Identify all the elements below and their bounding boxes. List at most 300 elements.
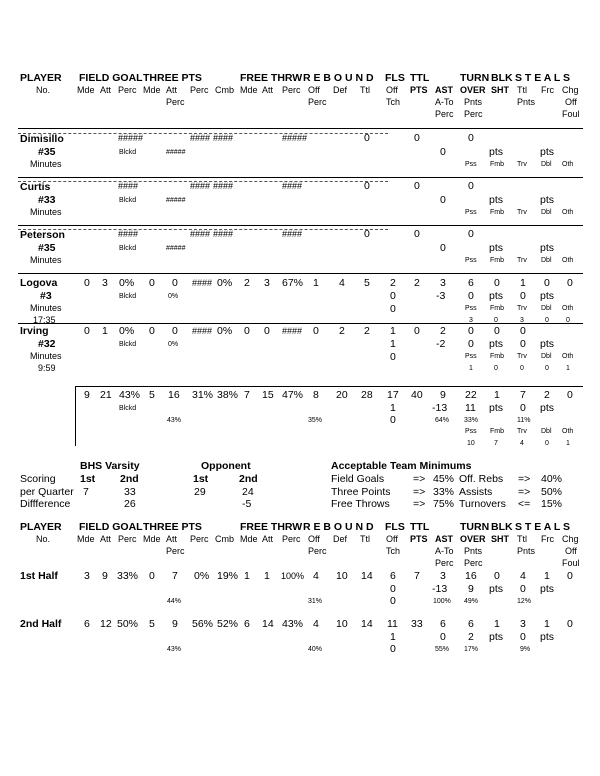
three-att-perc: ##### xyxy=(166,197,186,204)
charges: 0 xyxy=(567,389,573,401)
diff-half2: 26 xyxy=(124,498,136,510)
min-op: => xyxy=(413,498,426,510)
hdr-field-goal: FIELD GOAL xyxy=(79,72,143,84)
turnovers: 0 xyxy=(468,325,474,337)
pts-label: pts xyxy=(489,194,504,206)
to-perc: 33% xyxy=(464,417,479,424)
fg-perc: 50% xyxy=(117,618,139,630)
ft-att: 3 xyxy=(264,277,270,289)
ast-to: 0 xyxy=(440,194,446,206)
hdr-rebound: R E B O U N D xyxy=(303,521,374,533)
pts-label-stl: pts xyxy=(540,338,555,350)
steals-frc: 0 xyxy=(544,277,550,289)
difference-label: Diffference xyxy=(20,498,71,510)
min-value2: 15% xyxy=(541,498,563,510)
sub-trv: Trv xyxy=(517,305,527,312)
to-perc: 49% xyxy=(464,598,479,605)
hdr-free-throw: FREE THRW xyxy=(240,521,303,533)
fouls-off: 1 xyxy=(390,631,396,643)
sub-oth: Oth xyxy=(562,305,574,312)
hdr-frc: Frc xyxy=(541,85,554,95)
steals-frc: 1 xyxy=(544,618,550,630)
fouls-tch: 0 xyxy=(390,595,396,607)
to-pnts: 9 xyxy=(468,583,474,595)
sub-trv-val: 4 xyxy=(520,440,524,447)
three-perc: #### xyxy=(190,181,211,191)
ft-att: 0 xyxy=(264,325,270,337)
minutes-label: Minutes xyxy=(30,351,62,361)
three-att: 0 xyxy=(172,325,178,337)
steals-ttl: 1 xyxy=(520,277,526,289)
hdr-pts: PTS xyxy=(410,534,428,544)
fouls-tch: 0 xyxy=(390,643,396,655)
fg-att: 3 xyxy=(102,277,108,289)
hdr-fls: FLS xyxy=(385,72,405,84)
hdr-att-ft: Att xyxy=(262,534,274,544)
three-att-perc: 44% xyxy=(167,598,182,605)
minutes-value: 17:35 xyxy=(33,315,56,325)
min-op: => xyxy=(413,486,426,498)
sub-pss: Pss xyxy=(465,428,477,435)
hdr-frc: Frc xyxy=(541,534,554,544)
reb-off: 4 xyxy=(313,618,319,630)
sub-fmb-val: 7 xyxy=(494,440,498,447)
turnovers: 0 xyxy=(468,180,474,192)
ast-to: -13 xyxy=(432,583,448,595)
hdr-off-fls: Off xyxy=(386,85,398,95)
pts-label: pts xyxy=(489,402,504,414)
hdr-perc-ast: Perc xyxy=(435,558,454,568)
hdr-tch: Tch xyxy=(386,546,401,556)
fouls: 11 xyxy=(387,618,398,630)
hdr-steals: S T E A L S xyxy=(515,72,571,84)
scoring-label: Scoring xyxy=(20,473,56,485)
hdr-ttl-reb: Ttl xyxy=(360,85,370,95)
hdr-mde: Mde xyxy=(77,534,95,544)
sub-pss: Pss xyxy=(465,209,477,216)
opp-half1-header: 1st xyxy=(193,473,209,485)
ft-mde: 0 xyxy=(244,325,250,337)
three-att: 16 xyxy=(168,389,180,401)
three-att-perc: 43% xyxy=(167,646,182,653)
sub-fmb: Fmb xyxy=(490,161,504,168)
hdr-mde3: Mde xyxy=(143,534,161,544)
hdr-no: No. xyxy=(36,85,51,95)
sub-dbl: Dbl xyxy=(541,353,552,360)
three-perc: #### xyxy=(192,278,213,288)
hdr-blk: BLK xyxy=(491,72,513,84)
blocks: 1 xyxy=(494,618,500,630)
player-number: #33 xyxy=(38,194,56,206)
ast-perc: 55% xyxy=(435,646,450,653)
min-value: 75% xyxy=(433,498,455,510)
pts-label-stl: pts xyxy=(540,242,555,254)
assists: 6 xyxy=(440,618,446,630)
sub-dbl: Dbl xyxy=(541,257,552,264)
hdr-sht: SHT xyxy=(491,534,509,544)
fouls-tch: 0 xyxy=(390,414,396,426)
stl-perc: 11% xyxy=(517,417,531,424)
turnovers: 16 xyxy=(465,570,477,582)
three-att: 9 xyxy=(172,618,178,630)
min-value2: 50% xyxy=(541,486,563,498)
ft-perc: #### xyxy=(282,181,303,191)
steals-frc: 1 xyxy=(544,570,550,582)
ttl-reb: 0 xyxy=(364,132,370,144)
ast-to: -3 xyxy=(436,290,446,302)
ft-perc: 100% xyxy=(281,571,305,581)
reb-ttl: 14 xyxy=(361,570,373,582)
hdr-ttl: TTL xyxy=(410,521,430,533)
fouls-off: 0 xyxy=(390,290,396,302)
hdr-a-to: A-To xyxy=(435,97,454,107)
hdr-over: OVER xyxy=(460,534,486,544)
hdr-player: PLAYER xyxy=(20,521,62,533)
min-label2: Assists xyxy=(459,486,493,498)
three-perc: 56% xyxy=(192,618,214,630)
sub-oth: Oth xyxy=(562,257,574,264)
pts-label-stl: pts xyxy=(540,402,555,414)
sub-dbl-val: 0 xyxy=(545,365,549,372)
hdr-ast: AST xyxy=(435,85,453,95)
ast-to: -2 xyxy=(436,338,446,350)
cmb-perc: 52% xyxy=(217,618,239,630)
sub-dbl: Dbl xyxy=(541,209,552,216)
sub-trv-val: 0 xyxy=(520,365,524,372)
hdr-att-ft: Att xyxy=(262,85,274,95)
sub-oth-val: 0 xyxy=(566,317,570,324)
ft-mde: 6 xyxy=(244,618,250,630)
three-att-perc: 0% xyxy=(168,341,179,348)
ft-mde: 1 xyxy=(244,570,250,582)
assists: 9 xyxy=(440,389,446,401)
cmb-perc: 19% xyxy=(217,570,239,582)
sub-dbl: Dbl xyxy=(541,161,552,168)
blocks: 1 xyxy=(494,389,500,401)
fg-perc: #### xyxy=(118,181,139,191)
fouls-off: 1 xyxy=(390,402,396,414)
hdr-perc-ast: Perc xyxy=(435,109,454,119)
hdr-att3: Att xyxy=(166,534,178,544)
sub-fmb-val: 0 xyxy=(494,317,498,324)
sub-pss: Pss xyxy=(465,305,477,312)
player-number: #35 xyxy=(38,146,56,158)
hdr-att: Att xyxy=(100,85,112,95)
ft-perc: 43% xyxy=(282,618,304,630)
hdr-perc-ft: Perc xyxy=(282,534,301,544)
hdr-tch: Tch xyxy=(386,97,401,107)
hdr-perc: Perc xyxy=(118,85,137,95)
blckd-label: Blckd xyxy=(119,149,137,156)
opp-diff-half2: -5 xyxy=(242,498,252,510)
pts-label-stl: pts xyxy=(540,146,555,158)
pts-label-stl: pts xyxy=(540,290,555,302)
reb-def: 20 xyxy=(336,389,348,401)
hdr-player: PLAYER xyxy=(20,72,62,84)
divider xyxy=(18,177,583,178)
per-quarter-label: per Quarter xyxy=(20,486,74,498)
ft-perc: #### xyxy=(282,326,303,336)
blocks: 0 xyxy=(494,325,500,337)
hdr-perc-to: Perc xyxy=(464,109,483,119)
reb-ttl: 5 xyxy=(364,277,370,289)
sub-trv: Trv xyxy=(517,161,527,168)
hdr-foul: Foul xyxy=(562,558,580,568)
sub-fmb: Fmb xyxy=(490,305,504,312)
fg-perc: ##### xyxy=(118,133,144,143)
pts-label-stl: pts xyxy=(540,583,555,595)
turnovers: 0 xyxy=(468,228,474,240)
three-mde: 5 xyxy=(149,389,155,401)
three-att-perc: 0% xyxy=(168,293,179,300)
opp-half1: 29 xyxy=(194,486,206,498)
ast-to: -13 xyxy=(432,402,448,414)
ft-perc: 67% xyxy=(282,277,304,289)
player-number: #32 xyxy=(38,338,56,350)
three-att: 0 xyxy=(172,277,178,289)
sub-pss-val: 1 xyxy=(469,365,473,372)
min-label2: Turnovers xyxy=(459,498,506,510)
sub-trv-val: 3 xyxy=(520,317,524,324)
hdr-off-perc: Perc xyxy=(308,97,327,107)
bhs-half1: 7 xyxy=(83,486,89,498)
three-perc: #### xyxy=(190,229,211,239)
stl-pnts: 0 xyxy=(520,631,526,643)
hdr-turn: TURN xyxy=(460,521,490,533)
fg-perc: 33% xyxy=(117,570,139,582)
blckd-label: Blckd xyxy=(119,341,137,348)
fg-mde: 3 xyxy=(84,570,90,582)
ft-perc: 47% xyxy=(282,389,304,401)
reb-def: 10 xyxy=(336,618,348,630)
sub-fmb: Fmb xyxy=(490,257,504,264)
cmb-perc: 0% xyxy=(217,325,233,337)
bhs-half2: 33 xyxy=(124,486,136,498)
hdr-ttl-stl: Ttl xyxy=(517,534,527,544)
half-label: 2nd Half xyxy=(20,618,62,630)
sub-oth: Oth xyxy=(562,353,574,360)
fg-mde: 9 xyxy=(84,389,90,401)
minutes-label: Minutes xyxy=(30,207,62,217)
hdr-mde3: Mde xyxy=(143,85,161,95)
fouls: 1 xyxy=(390,325,396,337)
fouls-off: 1 xyxy=(390,338,396,350)
ast-to: 0 xyxy=(440,146,446,158)
minutes-label: Minutes xyxy=(30,255,62,265)
half1-header: 1st xyxy=(80,473,96,485)
three-att-perc: ##### xyxy=(166,149,186,156)
sub-pss-val: 10 xyxy=(467,440,475,447)
hdr-perc-ft: Perc xyxy=(282,85,301,95)
divider xyxy=(18,323,583,324)
ft-mde: 7 xyxy=(244,389,250,401)
totals-divider xyxy=(75,386,583,387)
hdr-ttl: TTL xyxy=(410,72,430,84)
ft-perc: #### xyxy=(282,229,303,239)
hdr-fls: FLS xyxy=(385,521,405,533)
opp-half2: 24 xyxy=(242,486,254,498)
sub-oth: Oth xyxy=(562,209,574,216)
sub-pss-val: 3 xyxy=(469,317,473,324)
hdr-sht: SHT xyxy=(491,85,509,95)
fg-perc: 0% xyxy=(119,325,135,337)
sub-oth: Oth xyxy=(562,428,574,435)
min-label: Three Points xyxy=(331,486,391,498)
ast-to: 0 xyxy=(440,631,446,643)
steals-ttl: 4 xyxy=(520,570,526,582)
cmb-perc: #### xyxy=(213,181,234,191)
ttl-reb: 0 xyxy=(364,228,370,240)
totals-left-border xyxy=(75,386,76,446)
reb-off-perc: 31% xyxy=(308,598,323,605)
hdr-pnts: Pnts xyxy=(464,97,483,107)
three-perc: #### xyxy=(192,326,213,336)
ttl-pts: 0 xyxy=(414,180,420,192)
hdr-pts: PTS xyxy=(410,85,428,95)
hdr-ast: AST xyxy=(435,534,453,544)
min-value: 45% xyxy=(433,473,455,485)
hdr-off-chg: Off xyxy=(565,97,577,107)
blckd-label: Blckd xyxy=(119,293,137,300)
fg-perc: #### xyxy=(118,229,139,239)
fg-att: 12 xyxy=(100,618,112,630)
hdr-off: Off xyxy=(308,85,320,95)
to-pnts: 2 xyxy=(468,631,474,643)
min-op2: => xyxy=(518,486,531,498)
three-mde: 5 xyxy=(149,618,155,630)
pts-label: pts xyxy=(489,631,504,643)
hdr-mde-ft: Mde xyxy=(240,85,258,95)
hdr-def: Def xyxy=(333,85,348,95)
reb-off: 4 xyxy=(313,570,319,582)
min-label: Free Throws xyxy=(331,498,390,510)
hdr-free-throw: FREE THRW xyxy=(240,72,303,84)
ttl-pts: 33 xyxy=(411,618,423,630)
to-pnts: 0 xyxy=(468,290,474,302)
fg-mde: 0 xyxy=(84,277,90,289)
steals-ttl: 0 xyxy=(520,325,526,337)
fouls-off: 0 xyxy=(390,583,396,595)
reb-ttl: 2 xyxy=(364,325,370,337)
fouls: 6 xyxy=(390,570,396,582)
reb-def: 4 xyxy=(339,277,345,289)
charges: 0 xyxy=(567,570,573,582)
player-number: #3 xyxy=(40,290,52,302)
ttl-reb: 0 xyxy=(364,180,370,192)
sub-trv: Trv xyxy=(517,209,527,216)
reb-off: 0 xyxy=(313,325,319,337)
sub-dbl: Dbl xyxy=(541,305,552,312)
hdr-def: Def xyxy=(333,534,348,544)
player-name: Peterson xyxy=(20,229,65,241)
hdr-three-pts: THREE PTS xyxy=(143,72,202,84)
ttl-pts: 2 xyxy=(414,277,420,289)
min-op: => xyxy=(413,473,426,485)
divider xyxy=(18,273,583,274)
sub-fmb-val: 0 xyxy=(494,365,498,372)
half2-header: 2nd xyxy=(120,473,139,485)
hdr-perc-to: Perc xyxy=(464,558,483,568)
sub-pss: Pss xyxy=(465,353,477,360)
hdr-three-pts: THREE PTS xyxy=(143,521,202,533)
sub-pss: Pss xyxy=(465,161,477,168)
fg-mde: 6 xyxy=(84,618,90,630)
sub-oth-val: 1 xyxy=(566,440,570,447)
hdr-att: Att xyxy=(100,534,112,544)
min-value2: 40% xyxy=(541,473,563,485)
turnovers: 0 xyxy=(468,132,474,144)
sub-dbl-val: 0 xyxy=(545,317,549,324)
ttl-pts: 0 xyxy=(414,228,420,240)
cmb-perc: #### xyxy=(213,229,234,239)
stl-pnts: 0 xyxy=(520,402,526,414)
stl-perc: 9% xyxy=(520,646,531,653)
three-mde: 0 xyxy=(149,325,155,337)
hdr-a-to: A-To xyxy=(435,546,454,556)
pts-label-stl: pts xyxy=(540,194,555,206)
hdr-cmb: Cmb xyxy=(215,85,235,95)
fg-att: 21 xyxy=(100,389,112,401)
hdr-chg: Chg xyxy=(562,85,579,95)
steals-frc: 2 xyxy=(544,389,550,401)
fouls: 17 xyxy=(387,389,399,401)
charges: 0 xyxy=(567,277,573,289)
to-pnts: 11 xyxy=(465,402,476,414)
hdr-ttl-reb: Ttl xyxy=(360,534,370,544)
hdr-chg: Chg xyxy=(562,534,579,544)
reb-def: 2 xyxy=(339,325,345,337)
minimums-title: Acceptable Team Minimums xyxy=(331,460,472,472)
stl-perc: 12% xyxy=(517,598,532,605)
hdr-att-perc: Perc xyxy=(166,97,185,107)
hdr-blk: BLK xyxy=(491,521,513,533)
fg-mde: 0 xyxy=(84,325,90,337)
sub-dbl-val: 0 xyxy=(545,440,549,447)
hdr-perc: Perc xyxy=(118,534,137,544)
min-op2: <= xyxy=(518,498,531,510)
reb-off-perc: 40% xyxy=(308,646,323,653)
minutes-value: 9:59 xyxy=(38,363,56,373)
sub-fmb: Fmb xyxy=(490,353,504,360)
sub-oth-val: 1 xyxy=(566,365,570,372)
player-number: #35 xyxy=(38,242,56,254)
reb-off: 1 xyxy=(313,277,319,289)
to-perc: 17% xyxy=(464,646,479,653)
hdr-pnts-stl: Pnts xyxy=(517,97,536,107)
pts-label: pts xyxy=(489,290,504,302)
player-name: Dimisillo xyxy=(20,133,64,145)
cmb-perc: #### xyxy=(213,133,234,143)
ft-att: 1 xyxy=(264,570,270,582)
reb-ttl: 28 xyxy=(361,389,373,401)
minutes-label: Minutes xyxy=(30,159,62,169)
ttl-pts: 0 xyxy=(414,325,420,337)
fouls: 2 xyxy=(390,277,396,289)
stl-pnts: 0 xyxy=(520,290,526,302)
sub-trv: Trv xyxy=(517,257,527,264)
three-att: 7 xyxy=(172,570,178,582)
ttl-pts: 0 xyxy=(414,132,420,144)
sub-trv: Trv xyxy=(517,353,527,360)
hdr-perc3: Perc xyxy=(190,534,209,544)
hdr-off: Off xyxy=(308,534,320,544)
turnovers: 22 xyxy=(465,389,477,401)
team-label: BHS Varsity xyxy=(80,460,140,472)
three-mde: 0 xyxy=(149,277,155,289)
ast-perc: 100% xyxy=(433,598,451,605)
min-label: Field Goals xyxy=(331,473,385,485)
pts-label: pts xyxy=(489,146,504,158)
